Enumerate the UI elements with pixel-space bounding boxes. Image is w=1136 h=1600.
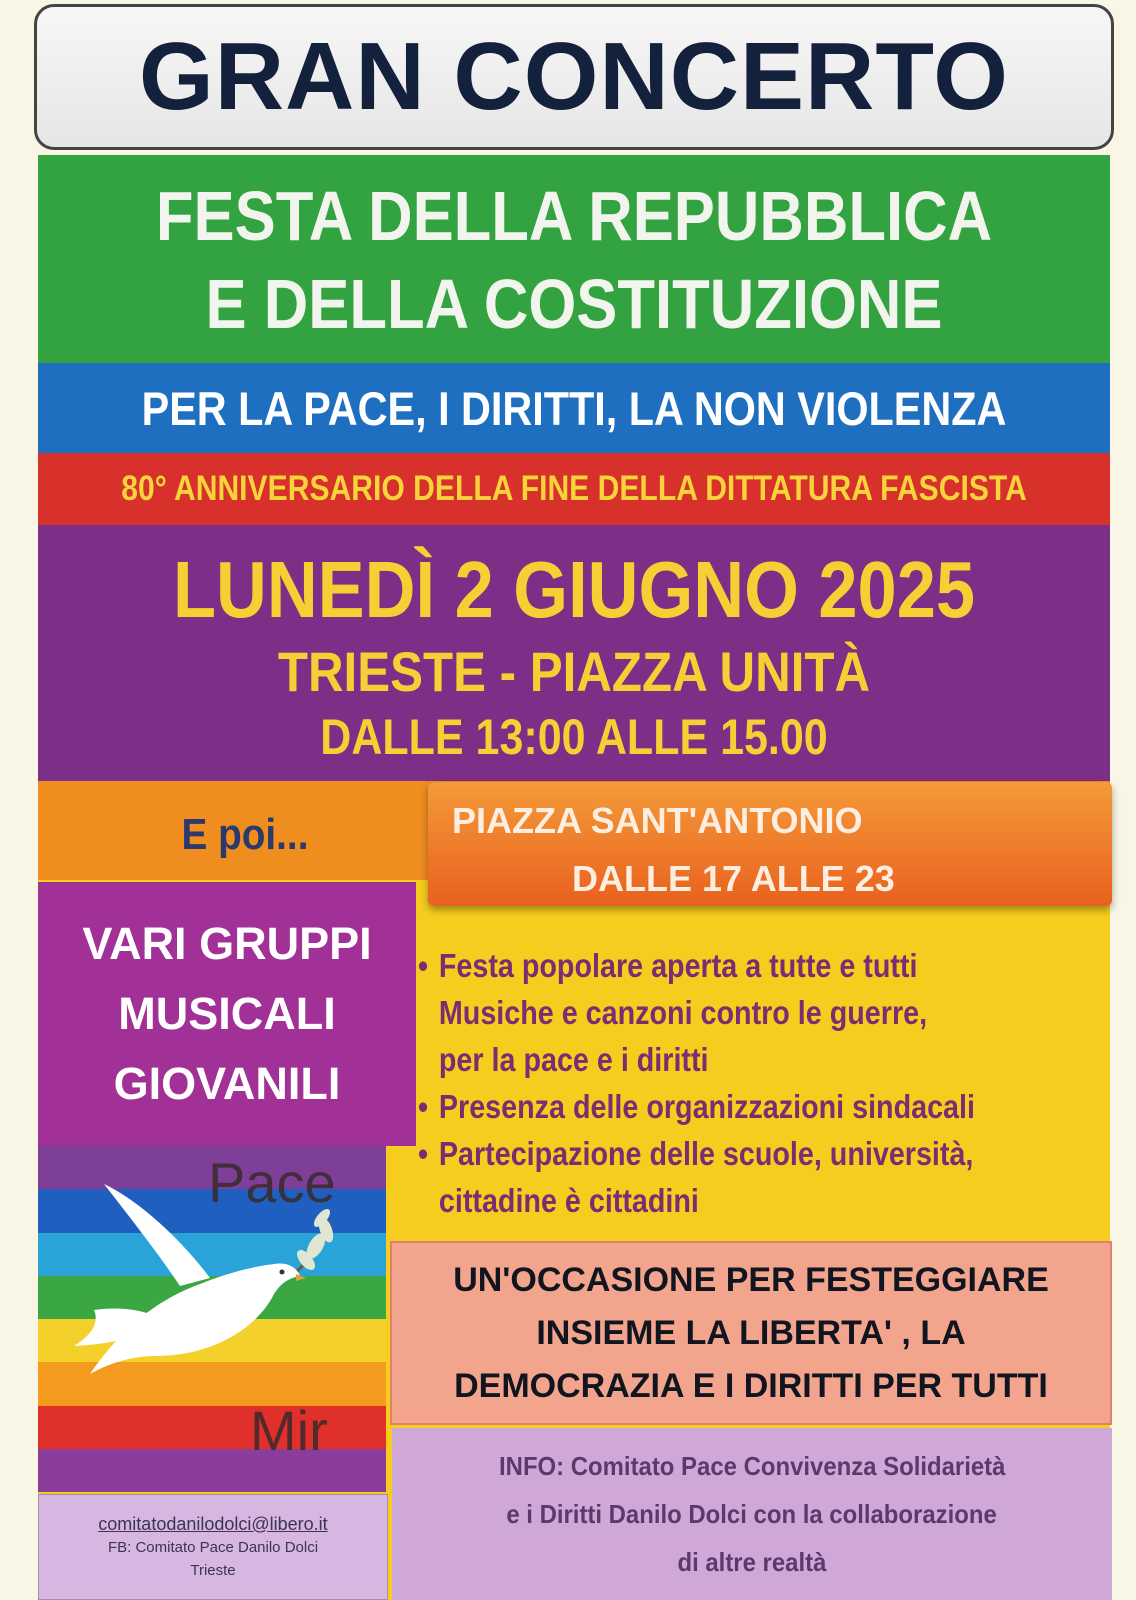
event-place: TRIESTE - PIAZZA UNITÀ — [277, 639, 871, 703]
list-item-text: Presenza delle organizzazioni sindacali — [438, 1088, 975, 1125]
contact-box — [38, 1494, 388, 1600]
occasione-line-1: UN'OCCASIONE PER FESTEGGIARE — [453, 1260, 1049, 1299]
list-item — [418, 1130, 1027, 1177]
bullet-list — [418, 942, 1118, 1242]
contact-email-link[interactable]: comitatodanilodolci@libero.it — [98, 1513, 328, 1534]
info-box — [392, 1428, 1112, 1600]
e-poi-label: E poi... — [181, 810, 309, 859]
list-item — [418, 989, 1027, 1036]
groups-line-1: VARI GRUPPI — [82, 918, 372, 969]
festa-title — [102, 160, 1045, 360]
list-item-text: Musiche e canzoni contro le guerre, — [438, 994, 928, 1031]
subtitle-line: PER LA PACE, I DIRITTI, LA NON VIOLENZA — [141, 381, 1007, 435]
contact-city: Trieste — [190, 1561, 236, 1579]
list-item — [418, 942, 1027, 989]
festa-line-2: E DELLA COSTITUZIONE — [205, 265, 943, 343]
list-item — [418, 1177, 1027, 1224]
occasione-line-2: INSIEME LA LIBERTA' , LA — [536, 1313, 966, 1352]
event-date: LUNEDÌ 2 GIUGNO 2025 — [172, 545, 976, 634]
list-item-text: per la pace e i diritti — [438, 1041, 709, 1078]
list-item — [418, 1083, 1027, 1130]
sant-antonio-time: DALLE 17 ALLE 23 — [572, 858, 895, 899]
bullet-mark — [418, 1177, 439, 1224]
mir-word: Mir — [250, 1399, 328, 1462]
bullet-mark: • — [418, 947, 429, 984]
list-item — [418, 1036, 1027, 1083]
groups-line-3: GIOVANILI — [113, 1058, 341, 1109]
list-item-text: cittadine è cittadini — [438, 1182, 699, 1219]
title-box — [34, 4, 1114, 150]
bullet-mark — [418, 1036, 439, 1083]
dove-icon — [60, 1160, 380, 1390]
anniversary-line: 80° ANNIVERSARIO DELLA FINE DELLA DITTATURA FASCISTA — [121, 469, 1027, 508]
pace-word: Pace — [208, 1151, 336, 1214]
list-item-text: Festa popolare aperta a tutte e tutti — [438, 947, 918, 984]
event-time: DALLE 13:00 ALLE 15.00 — [320, 709, 828, 765]
occasione-line-3: DEMOCRAZIA E I DIRITTI PER TUTTI — [454, 1366, 1048, 1405]
festa-line-1: FESTA DELLA REPUBBLICA — [155, 177, 993, 255]
contact-fb: FB: Comitato Pace Danilo Dolci — [107, 1538, 319, 1556]
info-line-3: di altre realtà — [677, 1547, 827, 1577]
poster-title: GRAN CONCERTO — [139, 23, 1009, 130]
list-item-text: Partecipazione delle scuole, università, — [438, 1135, 974, 1172]
music-groups-box — [38, 882, 416, 1146]
groups-line-2: MUSICALI — [118, 988, 336, 1039]
occasione-box — [390, 1241, 1112, 1425]
bullet-mark: • — [418, 1088, 429, 1125]
info-line-2: e i Diritti Danilo Dolci con la collaborazione — [506, 1499, 998, 1529]
sant-antonio-place: PIAZZA SANT'ANTONIO — [452, 800, 863, 841]
bullet-mark: • — [418, 1135, 429, 1172]
info-line-1: INFO: Comitato Pace Convivenza Solidarietà — [498, 1451, 1006, 1481]
bullet-mark — [418, 989, 439, 1036]
